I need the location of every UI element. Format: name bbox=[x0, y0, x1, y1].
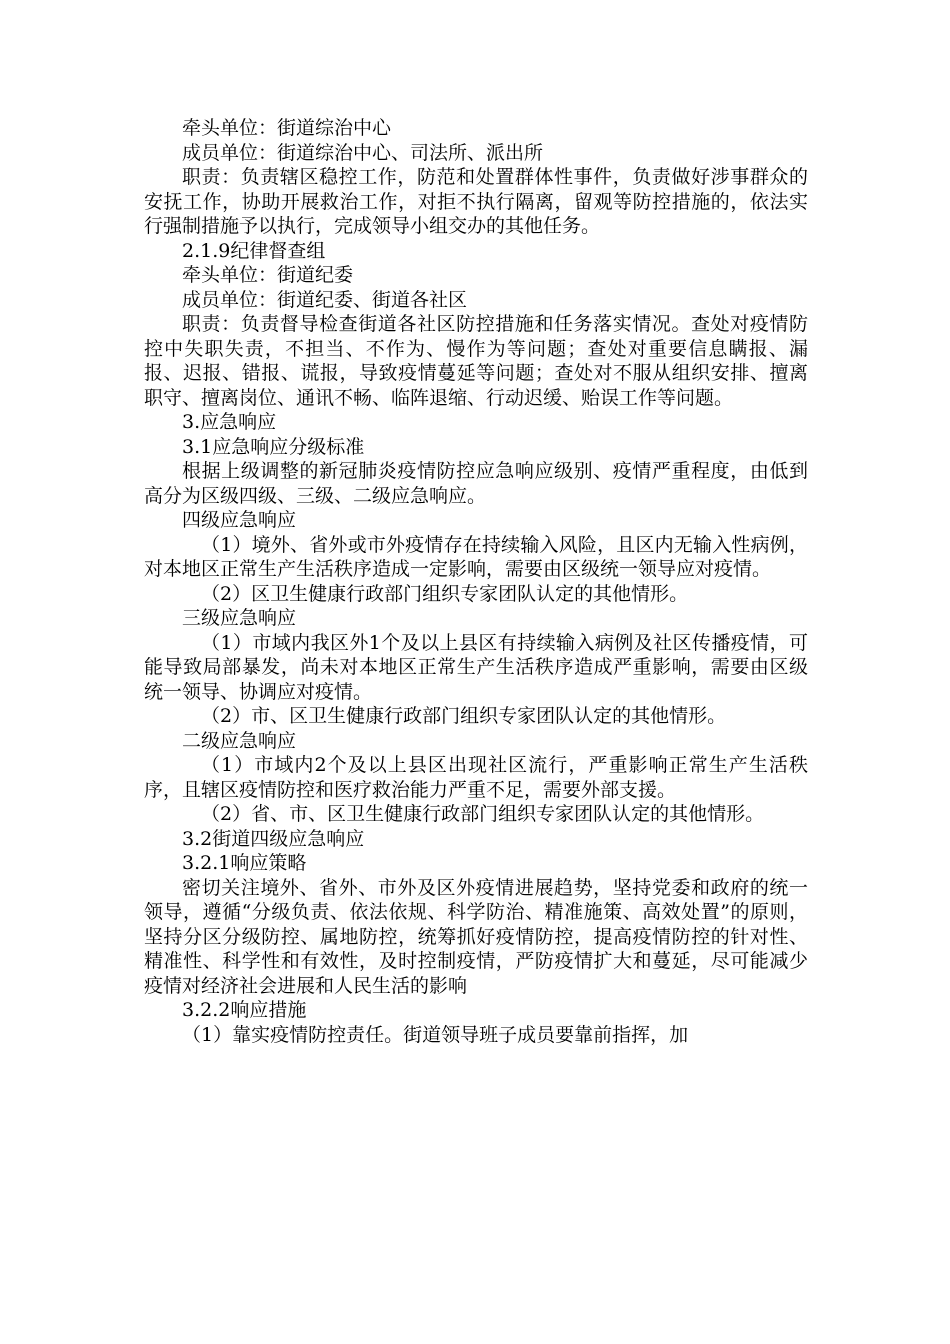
section-heading: 3.2.2响应措施 bbox=[182, 999, 307, 1021]
list-item: （1）市域内2个及以上县区出现社区流行，严重影响正常生产生活秩序，且辖区疫情防控和医疗救治能力严重不足，需要外部支援。 bbox=[144, 754, 808, 801]
list-item: （2）市、区卫生健康行政部门组织专家团队认定的其他情形。 bbox=[201, 705, 727, 727]
list-item: （1）靠实疫情防控责任。街道领导班子成员要靠前指挥，加 bbox=[182, 1023, 689, 1046]
section-heading: 3.1应急响应分级标准 bbox=[182, 435, 365, 458]
subheading: 三级应急响应 bbox=[182, 607, 297, 629]
body-paragraph: 密切关注境外、省外、市外及区外疫情进展趋势，坚持党委和政府的统一领导，遵循“分级负责、依法依规、科学防治、精准施策、高效处置”的原则，坚持分区分级防控、属地防控，统筹抓好疫情防控，提高疫情防控的针对性、精准性、科学性和有效性，及时控制疫情，严防疫情扩大和蔓延，尽可能减少疫情对经济社会进展和人民生活的影响 bbox=[144, 876, 808, 997]
lead-unit-line: 牵头单位：街道综治中心 bbox=[182, 117, 392, 139]
section-heading: 3.2街道四级应急响应 bbox=[182, 827, 365, 850]
lead-unit-line: 牵头单位：街道纪委 bbox=[182, 264, 354, 286]
list-item: （2）区卫生健康行政部门组织专家团队认定的其他情形。 bbox=[201, 582, 689, 605]
section-heading: 3.应急响应 bbox=[182, 411, 277, 433]
section-heading: 2.1.9纪律督查组 bbox=[182, 239, 326, 262]
list-item: （1）境外、省外或市外疫情存在持续输入风险，且区内无输入性病例，对本地区正常生产生活秩序造成一定影响，需要由区级统一领导应对疫情。 bbox=[144, 533, 808, 580]
duty-paragraph: 职责：负责督导检查街道各社区防控措施和任务落实情况。查处对疫情防控中失职失责，不担当、不作为、慢作为等问题；查处对重要信息瞒报、漏报、迟报、错报、谎报，导致疫情蔓延等问题；查处对不服从组织安排、擅离职守、擅离岗位、通讯不畅、临阵退缩、行动迟缓、贻误工作等问题。 bbox=[144, 313, 808, 409]
document-body bbox=[144, 116, 808, 1047]
subheading: 二级应急响应 bbox=[182, 729, 297, 752]
section-heading: 3.2.1响应策略 bbox=[182, 852, 307, 874]
member-unit-line: 成员单位：街道纪委、街道各社区 bbox=[182, 288, 468, 311]
body-paragraph: 根据上级调整的新冠肺炎疫情防控应急响应级别、疫情严重程度，由低到高分为区级四级、三级、二级应急响应。 bbox=[144, 460, 808, 507]
list-item: （1）市域内我区外1个及以上县区有持续输入病例及社区传播疫情，可能导致局部暴发，尚未对本地区正常生产生活秩序造成严重影响，需要由区级统一领导、协调应对疫情。 bbox=[144, 631, 808, 703]
subheading: 四级应急响应 bbox=[182, 509, 297, 531]
duty-paragraph: 职责：负责辖区稳控工作，防范和处置群体性事件，负责做好涉事群众的安抚工作，协助开展救治工作，对拒不执行隔离，留观等防控措施的，依法实行强制措施予以执行，完成领导小组交办的其他任务。 bbox=[144, 166, 808, 237]
list-item: （2）省、市、区卫生健康行政部门组织专家团队认定的其他情形。 bbox=[201, 803, 765, 825]
member-unit-line: 成员单位：街道综治中心、司法所、派出所 bbox=[182, 141, 544, 164]
